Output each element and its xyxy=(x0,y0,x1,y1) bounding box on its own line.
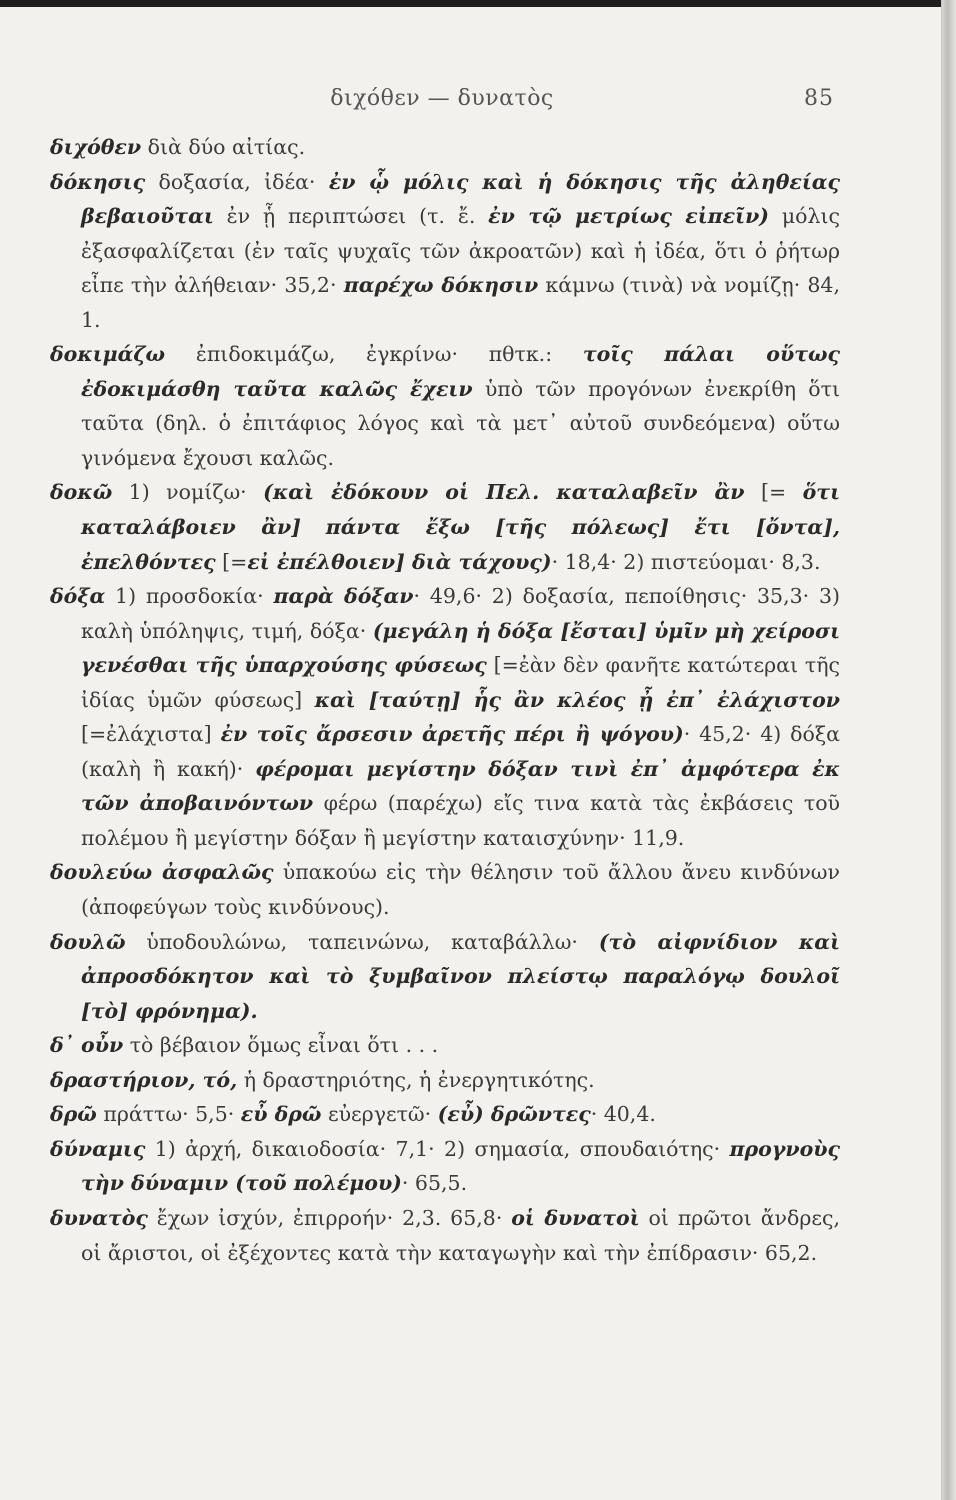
entry-definition: τὸ βέβαιον ὅμως εἶναι ὅτι . . . xyxy=(123,1033,439,1058)
entry-headword: δραστήριον, τό, xyxy=(50,1067,238,1092)
cited-greek-phrase: πάντα ἔξω [τῆς πόλεως] ἔτι [ὄντα], ἐπελθόντες xyxy=(81,515,840,574)
entry-definition: ἡ δραστηριότης, ἡ ἐνεργητικότης. xyxy=(237,1067,595,1092)
entry-definition: ἐπιδοκιμάζω, ἐγκρίνω· πθτκ.: xyxy=(165,342,583,367)
cited-greek-phrase: (τὸ αἰφνίδιον καὶ ἀπροσδόκητον καὶ τὸ ξυμβαῖνον πλείστῳ παραλόγῳ δουλοῖ [τὸ] φρόνημα). xyxy=(81,929,840,1023)
glossary-body xyxy=(50,130,840,1270)
entry-definition: ἔχων ἰσχύν, ἐπιρροήν· 2,3. 65,8· xyxy=(147,1205,512,1230)
entry-definition: φέρω (παρέχω) εἴς τινα κατὰ τὰς ἐκβάσεις τοῦ πολέμου ἢ μεγίστην δόξαν ἢ μεγίστην καταισχύνην· 11,9. xyxy=(81,791,840,850)
entry-definition: μόλις ἐξασφαλίζεται (ἐν ταῖς ψυχαῖς τῶν ἀκροατῶν) καὶ ἡ ἰδέα, ὅτι ὁ ῥήτωρ εἶπε τὴν ἀλήθειαν· 35,2· xyxy=(81,204,840,298)
cited-greek-phrase: φέρομαι μεγίστην δόξαν τινὶ ἐπ᾽ ἀμφότερα ἐκ τῶν ἀποβαινόντων xyxy=(81,756,840,816)
entry-definition: εὐεργετῶ· xyxy=(321,1102,438,1127)
cited-greek-phrase: οἱ δυνατοὶ xyxy=(511,1205,640,1230)
glossary-entry xyxy=(50,925,840,1029)
entry-definition: διὰ δύο αἰτίας. xyxy=(141,135,306,159)
cited-greek-phrase: παρὰ δόξαν xyxy=(273,584,414,609)
glossary-entry xyxy=(50,1063,840,1098)
entry-definition: · 18,4· 2) πιστεύομαι· 8,3. xyxy=(551,549,821,574)
entry-definition: δοξασία, ἰδέα· xyxy=(145,169,329,194)
entry-headword: δόξα xyxy=(50,584,106,609)
cited-greek-phrase: τοῖς πάλαι οὕτως ἐδοκιμάσθη ταῦτα καλῶς ἔχειν xyxy=(81,342,840,401)
entry-definition: · 49,6· 2) δοξασία, πεποίθησις· 35,3· 3) καλὴ ὑπόληψις, τιμή, δόξα· xyxy=(81,584,840,643)
entry-definition: κάμνω (τινὰ) νὰ νομίζῃ· 84, 1. xyxy=(81,273,840,332)
cited-greek-phrase: (καὶ ἐδόκουν οἱ Πελ. καταλαβεῖν ἂν xyxy=(263,480,745,505)
glossary-entry xyxy=(50,1201,840,1270)
entry-headword: δρῶ xyxy=(50,1102,97,1127)
cited-greek-phrase: (εὖ) δρῶντες xyxy=(437,1102,591,1127)
entry-headword: δόκησις xyxy=(50,169,146,194)
entry-headword: διχόθεν xyxy=(50,135,142,159)
entry-headword: δουλεύω ἀσφαλῶς xyxy=(50,860,274,885)
cited-greek-phrase: προγνοὺς τὴν δύναμιν (τοῦ πολέμου) xyxy=(81,1136,840,1196)
glossary-entry xyxy=(50,855,840,924)
page-top-edge xyxy=(0,0,956,7)
entry-definition: ὑποδουλώνω, ταπεινώνω, καταβάλλω· xyxy=(125,929,599,954)
cited-greek-phrase: ἐν τοῖς ἄρσεσιν ἀρετῆς πέρι ἢ ψόγου) xyxy=(220,722,684,747)
cited-greek-phrase: παρέχω δόκησιν xyxy=(343,273,539,298)
entry-definition: ἐν ᾗ περιπτώσει (τ. ἔ. xyxy=(213,204,489,229)
entry-definition: ὑπακούω εἰς τὴν θέλησιν τοῦ ἄλλου ἄνευ κινδύνων (ἀποφεύγων τοὺς κινδύνους). xyxy=(81,860,840,920)
page-right-edge xyxy=(942,0,956,1500)
entry-definition: 1) προσδοκία· xyxy=(105,584,274,609)
entry-headword: δοκῶ xyxy=(50,480,113,505)
entry-definition: [= xyxy=(744,480,803,505)
cited-greek-phrase: εἰ ἐπέλθοιεν] διὰ τάχους) xyxy=(247,549,552,574)
glossary-entry xyxy=(50,475,840,579)
entry-definition: [= xyxy=(215,549,248,574)
cited-greek-phrase: (μεγάλη ἡ δόξα [ἔσται] ὑμῖν μὴ χείροσι γενέσθαι τῆς ὑπαρχούσης φύσεως xyxy=(81,618,841,678)
entry-definition: · 65,5. xyxy=(401,1171,468,1196)
entry-definition: 1) ἀρχή, δικαιοδοσία· 7,1· 2) σημασία, σπουδαιότης· xyxy=(145,1136,730,1161)
cited-greek-phrase: ἐν ᾧ μόλις καὶ ἡ δόκησις τῆς ἀληθείας βεβαιοῦται xyxy=(81,169,841,229)
page-header xyxy=(50,86,834,116)
glossary-entry xyxy=(50,1028,840,1063)
entry-definition: · 40,4. xyxy=(590,1102,656,1127)
entry-definition xyxy=(301,515,326,539)
glossary-entry xyxy=(50,130,840,165)
entry-headword: δυνατὸς xyxy=(50,1205,148,1230)
glossary-entry xyxy=(50,337,840,475)
entry-headword: δουλῶ xyxy=(50,929,126,954)
cited-greek-phrase: εὖ δρῶ xyxy=(240,1102,322,1127)
entry-headword: δ᾽ οὖν xyxy=(50,1033,124,1058)
running-head: διχόθεν — δυνατὸς xyxy=(330,86,554,111)
entry-headword: δύναμις xyxy=(50,1136,146,1161)
entry-definition: 1) νομίζω· xyxy=(112,480,264,505)
glossary-entry xyxy=(50,1132,840,1201)
glossary-entry xyxy=(50,1097,840,1132)
glossary-entry xyxy=(50,579,840,855)
entry-definition: [=ἐὰν δὲν φανῆτε κατώτεραι τῆς ἰδίας ὑμῶν φύσεως] xyxy=(81,653,841,712)
entry-definition: · 45,2· 4) δόξα (καλὴ ἢ κακή)· xyxy=(81,722,840,781)
cited-greek-phrase: καὶ [ταύτῃ] ἧς ἂν κλέος ᾖ ἐπ᾽ ἐλάχιστον xyxy=(314,687,840,712)
entry-definition: [=ἐλάχιστα] xyxy=(81,722,221,747)
page-number: 85 xyxy=(804,86,834,111)
cited-greek-phrase: ὅτι καταλάβοιεν ἂν] xyxy=(81,480,840,540)
entry-headword: δοκιμάζω xyxy=(50,342,166,367)
glossary-entry xyxy=(50,165,840,338)
entry-definition: ὑπὸ τῶν προγόνων ἐνεκρίθη ὅτι ταῦτα (δηλ. ὁ ἐπιτάφιος λόγος καὶ τὰ μετ᾽ αὐτοῦ συνδεόμενα) οὕτω γινόμενα ἔχουσι καλῶς. xyxy=(81,376,841,470)
cited-greek-phrase: ἐν τῷ μετρίως εἰπεῖν) xyxy=(488,204,769,229)
entry-definition: οἱ πρῶτοι ἄνδρες, οἱ ἄριστοι, οἱ ἐξέχοντες κατὰ τὴν καταγωγὴν καὶ τὴν ἐπίδρασιν· 65,2. xyxy=(81,1205,841,1265)
entry-definition: πράττω· 5,5· xyxy=(96,1102,241,1127)
